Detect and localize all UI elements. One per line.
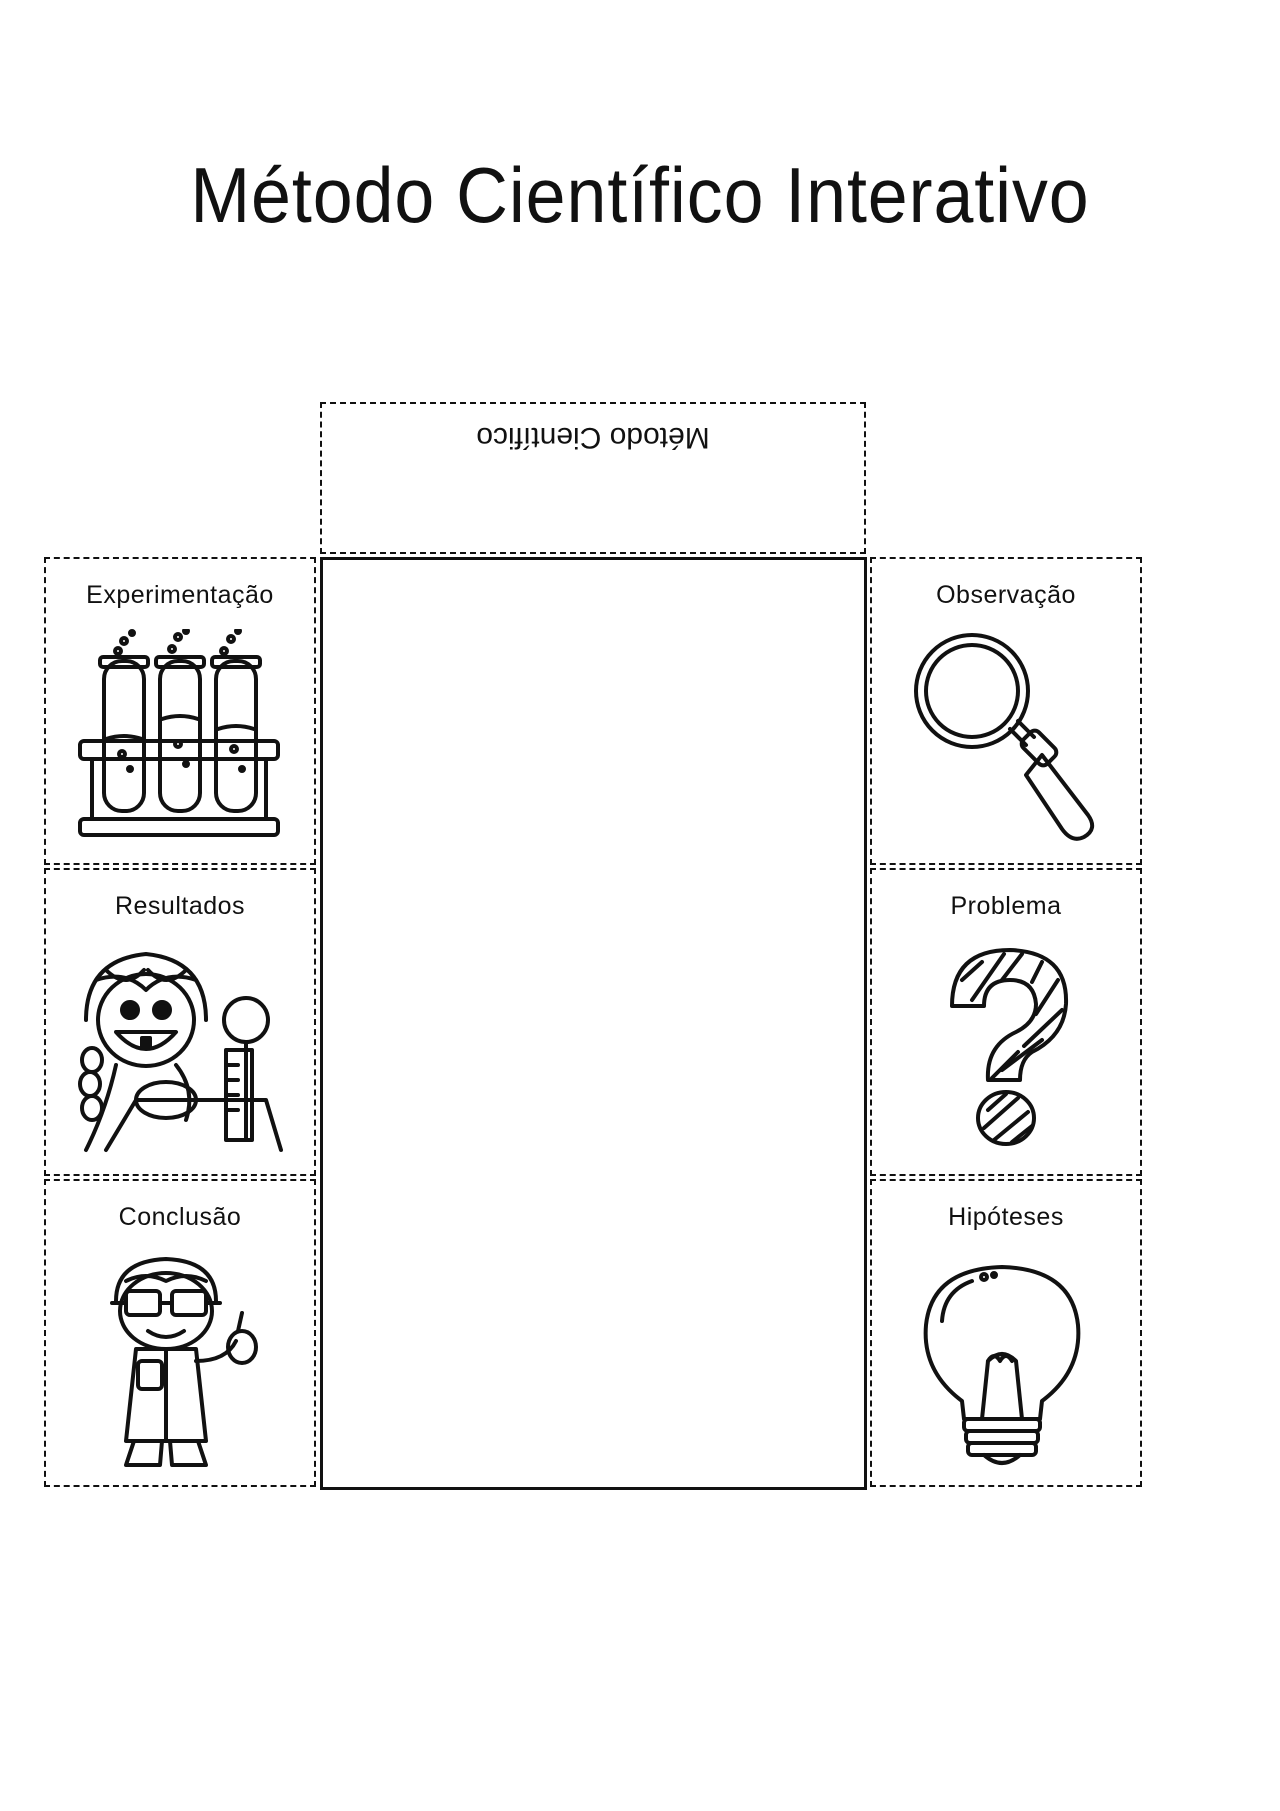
card-experimentacao [44,557,316,865]
top-flap [320,402,866,554]
card-problema [870,868,1142,1176]
page-title: Método Científico Interativo [190,151,1090,239]
card-conclusao [44,1179,316,1487]
test-tubes-icon [66,629,296,849]
magnifying-glass-icon [892,629,1122,849]
card-resultados [44,868,316,1176]
card-observacao [870,557,1142,865]
question-mark-icon [892,940,1122,1160]
card-label: Observação [936,581,1076,609]
card-label: Resultados [114,892,246,920]
boy-scientist-icon [66,1251,296,1471]
card-hipoteses [870,1179,1142,1487]
light-bulb-icon [892,1251,1122,1471]
card-label: Experimentação [86,581,274,609]
girl-scientist-icon [66,940,296,1160]
card-label: Hipóteses [948,1203,1064,1231]
center-panel [320,557,867,1490]
card-label: Problema [950,892,1062,920]
top-flap-label: Método Científico [476,421,710,454]
card-label: Conclusão [118,1203,242,1231]
